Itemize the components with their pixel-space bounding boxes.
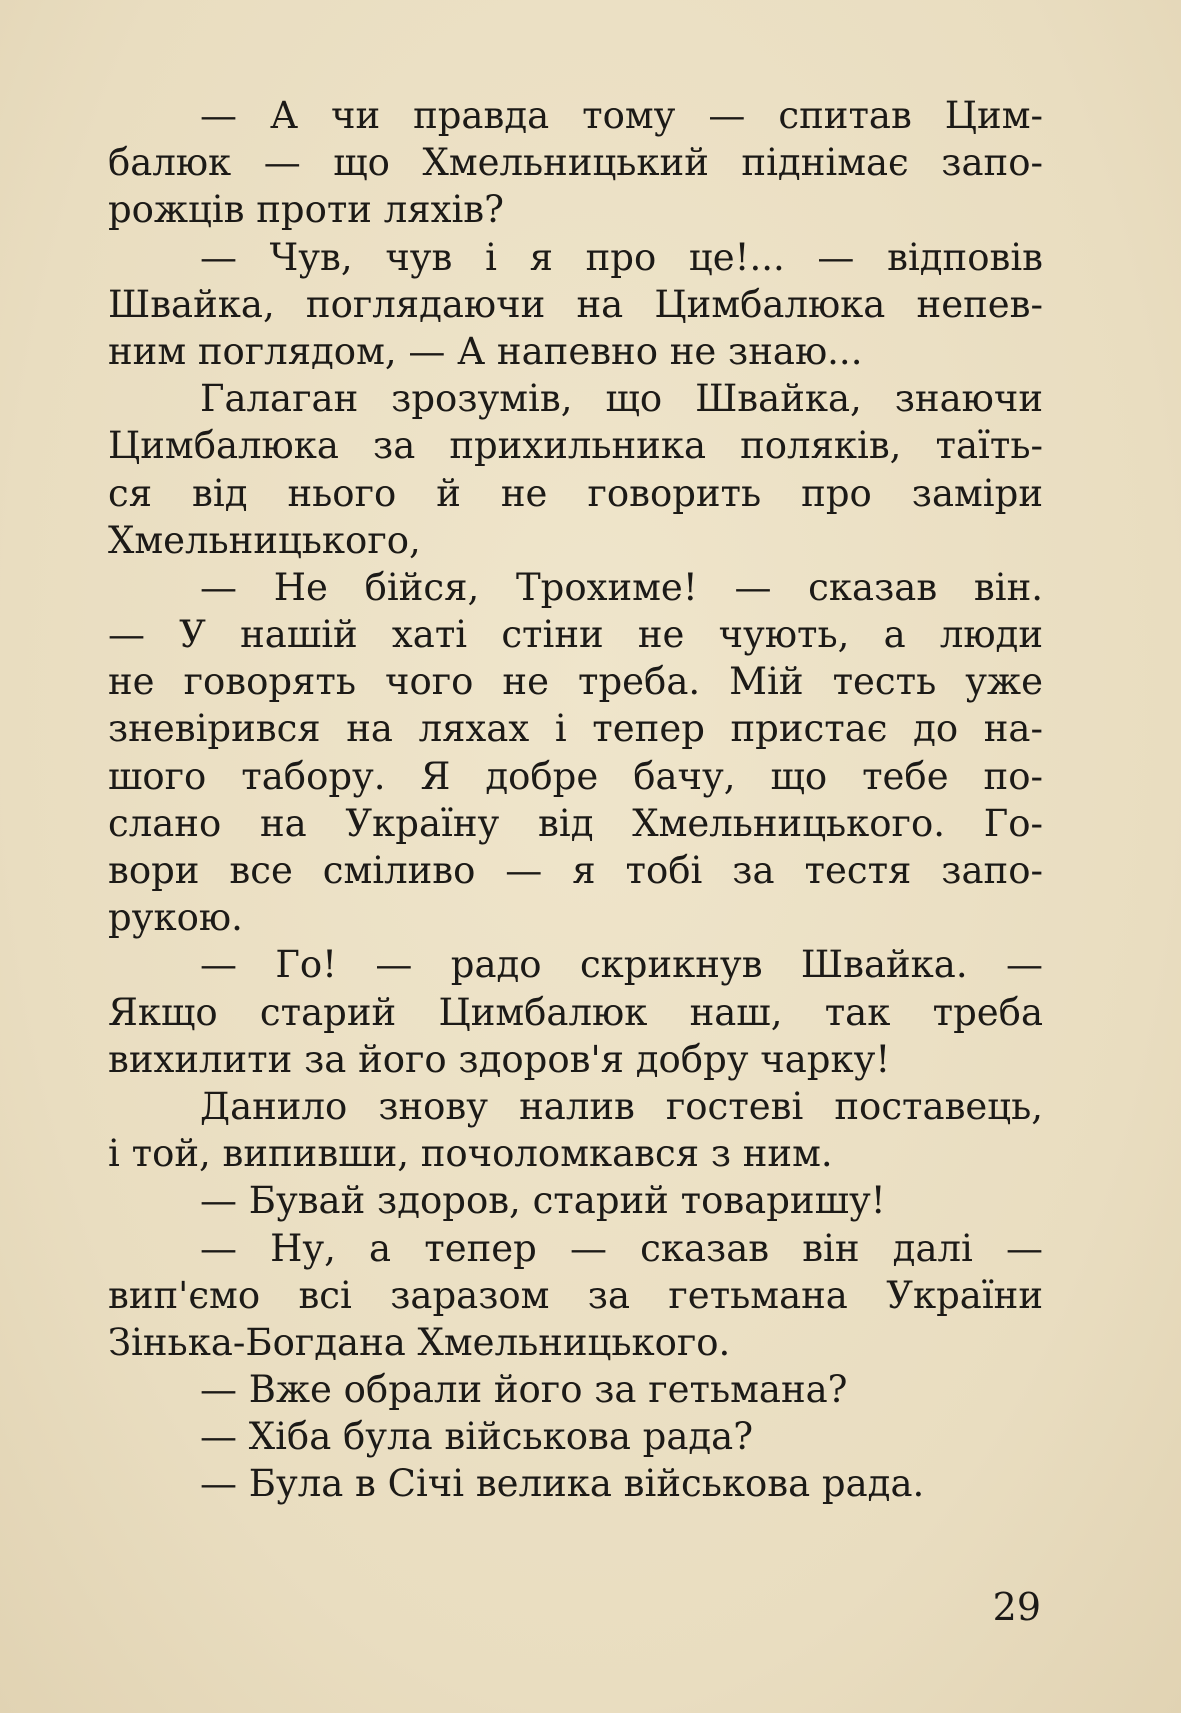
text-line: — Була в Січі велика військова рада.	[200, 1462, 925, 1506]
text-line: Данило знову налив гостеві поставець,	[200, 1084, 1043, 1128]
text-line: — У нашій хаті стіни не чують, а люди	[108, 613, 1043, 657]
text-line: — Ну, а тепер — сказав він далі —	[200, 1226, 1043, 1270]
text-line: Цимбалюка за прихильника поляків, таїть-	[108, 424, 1043, 468]
text-line: — Го! — радо скрикнув Швайка. —	[200, 943, 1043, 987]
text-line: і той, випивши, почоломкався з ним.	[108, 1132, 833, 1176]
text-line: рукою.	[108, 896, 243, 940]
text-line: рожців проти ляхів?	[108, 188, 504, 232]
text-line: Зінька-Богдана Хмельницького.	[108, 1320, 731, 1364]
text-line: — Вже обрали його за гетьмана?	[200, 1368, 848, 1412]
text-line: ся від нього й не говорить про заміри	[108, 471, 1043, 515]
text-line: — Чув, чув і я про це!... — відповів	[200, 235, 1043, 279]
text-line: шого табору. Я добре бачу, що тебе по-	[108, 754, 1043, 798]
text-line: балюк — що Хмельницький піднімає запо-	[108, 141, 1043, 185]
page-text	[108, 92, 1043, 1508]
text-line: Галаган зрозумів, що Швайка, знаючи	[200, 377, 1043, 421]
text-line: — А чи правда тому — спитав Цим-	[200, 94, 1043, 137]
text-line: Хмельницького,	[108, 518, 421, 562]
text-line: Якщо старий Цимбалюк наш, так треба	[108, 990, 1043, 1034]
text-line: Швайка, поглядаючи на Цимбалюка непев-	[108, 282, 1043, 326]
text-line: вори все сміливо — я тобі за тестя запо-	[108, 849, 1043, 892]
text-line: вип'ємо всі заразом за гетьмана України	[108, 1273, 1043, 1317]
text-line: ним поглядом, — А напевно не знаю...	[108, 329, 863, 373]
text-line: слано на Україну від Хмельницького. Го-	[108, 801, 1043, 845]
page-number: 29	[992, 1585, 1041, 1629]
text-line: вихилити за його здоров'я добру чарку!	[108, 1037, 891, 1081]
text-line: — Бувай здоров, старий товаришу!	[200, 1179, 886, 1223]
text-line: не говорять чого не треба. Мій тесть уже	[108, 660, 1043, 704]
text-line: — Не бійся, Трохиме! — сказав він.	[200, 565, 1043, 609]
text-line: — Хіба була військова рада?	[200, 1415, 754, 1459]
text-line: зневірився на ляхах і тепер пристає до на-	[108, 707, 1043, 751]
